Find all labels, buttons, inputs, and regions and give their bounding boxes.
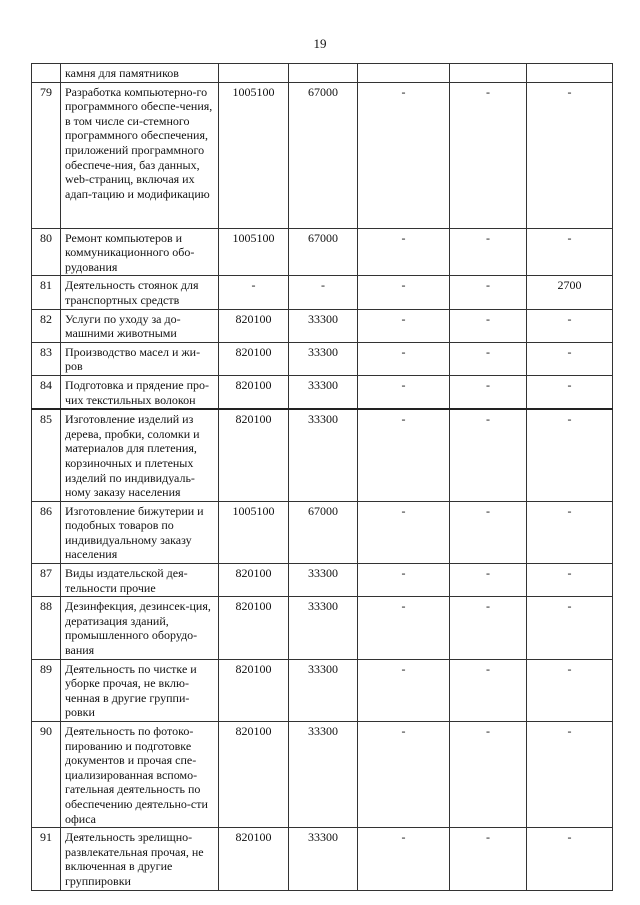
table-row [32, 64, 613, 83]
value-col-3: - [358, 276, 450, 309]
value-col-4: - [450, 276, 527, 309]
value-col-3: - [358, 659, 450, 721]
activity-table [31, 63, 613, 891]
activity-name: Изготовление бижутерии и подобных товаров по индивидуальному заказу населения [61, 501, 219, 563]
value-col-5: - [527, 828, 613, 890]
row-number [32, 64, 61, 83]
value-col-5: 2700 [527, 276, 613, 309]
value-col-4: - [450, 501, 527, 563]
row-number: 88 [32, 597, 61, 659]
table-body [32, 64, 613, 891]
activity-name: Деятельность зрелищно-развлекательная прочая, не включенная в другие группировки [61, 828, 219, 890]
value-col-5: - [527, 342, 613, 375]
value-col-1: 820100 [219, 375, 289, 409]
value-col-3: - [358, 409, 450, 501]
activity-name: Деятельность по чистке и уборке прочая, не вклю-ченная в другие группи-ровки [61, 659, 219, 721]
row-number: 91 [32, 828, 61, 890]
value-col-1: 820100 [219, 309, 289, 342]
row-number: 89 [32, 659, 61, 721]
value-col-1: 820100 [219, 564, 289, 597]
table-row [32, 597, 613, 659]
value-col-4: - [450, 82, 527, 228]
table-row [32, 659, 613, 721]
value-col-2: 33300 [289, 828, 358, 890]
row-number: 85 [32, 409, 61, 501]
value-col-3: - [358, 82, 450, 228]
value-col-1: 1005100 [219, 501, 289, 563]
row-number: 83 [32, 342, 61, 375]
value-col-5 [527, 64, 613, 83]
activity-name: Подготовка и прядение про-чих текстильных волокон [61, 375, 219, 409]
value-col-5: - [527, 501, 613, 563]
value-col-3: - [358, 501, 450, 563]
value-col-4: - [450, 309, 527, 342]
table-row [32, 342, 613, 375]
value-col-2 [289, 64, 358, 83]
value-col-1: 820100 [219, 722, 289, 828]
activity-name: камня для памятников [61, 64, 219, 83]
value-col-2: 33300 [289, 342, 358, 375]
value-col-4: - [450, 409, 527, 501]
value-col-1: 1005100 [219, 228, 289, 276]
value-col-1: 820100 [219, 342, 289, 375]
value-col-2: - [289, 276, 358, 309]
value-col-5: - [527, 564, 613, 597]
value-col-3: - [358, 828, 450, 890]
value-col-3: - [358, 375, 450, 409]
value-col-3: - [358, 309, 450, 342]
value-col-2: 67000 [289, 82, 358, 228]
row-number: 84 [32, 375, 61, 409]
value-col-2: 67000 [289, 501, 358, 563]
value-col-1: - [219, 276, 289, 309]
activity-name: Услуги по уходу за до-машними животными [61, 309, 219, 342]
table-row [32, 82, 613, 228]
row-number: 82 [32, 309, 61, 342]
value-col-3: - [358, 564, 450, 597]
value-col-2: 33300 [289, 309, 358, 342]
value-col-1: 820100 [219, 659, 289, 721]
activity-name: Разработка компьютерно-го программного обеспе-чения, в том числе си-стемного программного обеспечения, приложений программного обеспече-ния, баз данных, web-страниц, включая их адап-тацию и модификацию [61, 82, 219, 228]
value-col-3: - [358, 228, 450, 276]
value-col-4: - [450, 342, 527, 375]
table-row [32, 276, 613, 309]
value-col-2: 33300 [289, 722, 358, 828]
table-row [32, 722, 613, 828]
value-col-2: 33300 [289, 659, 358, 721]
value-col-5: - [527, 597, 613, 659]
table-row [32, 228, 613, 276]
value-col-5: - [527, 228, 613, 276]
table-row [32, 409, 613, 501]
value-col-1 [219, 64, 289, 83]
row-number: 87 [32, 564, 61, 597]
activity-name: Деятельность стоянок для транспортных средств [61, 276, 219, 309]
value-col-5: - [527, 82, 613, 228]
value-col-5: - [527, 722, 613, 828]
row-number: 86 [32, 501, 61, 563]
row-number: 81 [32, 276, 61, 309]
value-col-4: - [450, 659, 527, 721]
table-row [32, 309, 613, 342]
value-col-2: 33300 [289, 564, 358, 597]
value-col-2: 67000 [289, 228, 358, 276]
activity-name: Изготовление изделий из дерева, пробки, соломки и материалов для плетения, корзиночных и плетеных изделий по индивидуаль-ному заказу населения [61, 409, 219, 501]
value-col-5: - [527, 409, 613, 501]
row-number: 79 [32, 82, 61, 228]
table-row [32, 828, 613, 890]
value-col-1: 820100 [219, 597, 289, 659]
value-col-4: - [450, 228, 527, 276]
activity-name: Дезинфекция, дезинсек-ция, дератизация зданий, промышленного оборудо-вания [61, 597, 219, 659]
activity-name: Виды издательской дея-тельности прочие [61, 564, 219, 597]
value-col-4 [450, 64, 527, 83]
value-col-3 [358, 64, 450, 83]
value-col-2: 33300 [289, 375, 358, 409]
value-col-1: 1005100 [219, 82, 289, 228]
value-col-1: 820100 [219, 409, 289, 501]
value-col-3: - [358, 342, 450, 375]
value-col-4: - [450, 597, 527, 659]
activity-name: Производство масел и жи-ров [61, 342, 219, 375]
value-col-4: - [450, 828, 527, 890]
table-row [32, 564, 613, 597]
activity-name: Деятельность по фотоко-пированию и подготовке документов и прочая спе-циализированная вспомо-гательная деятельность по обеспечению деятельно-сти офиса [61, 722, 219, 828]
value-col-2: 33300 [289, 597, 358, 659]
value-col-1: 820100 [219, 828, 289, 890]
table-row [32, 375, 613, 409]
value-col-5: - [527, 375, 613, 409]
value-col-2: 33300 [289, 409, 358, 501]
value-col-4: - [450, 564, 527, 597]
value-col-3: - [358, 722, 450, 828]
value-col-5: - [527, 659, 613, 721]
page-number: 19 [313, 36, 327, 51]
row-number: 80 [32, 228, 61, 276]
value-col-3: - [358, 597, 450, 659]
value-col-4: - [450, 722, 527, 828]
value-col-5: - [527, 309, 613, 342]
activity-name: Ремонт компьютеров и коммуникационного обо-рудования [61, 228, 219, 276]
row-number: 90 [32, 722, 61, 828]
value-col-4: - [450, 375, 527, 409]
table-row [32, 501, 613, 563]
